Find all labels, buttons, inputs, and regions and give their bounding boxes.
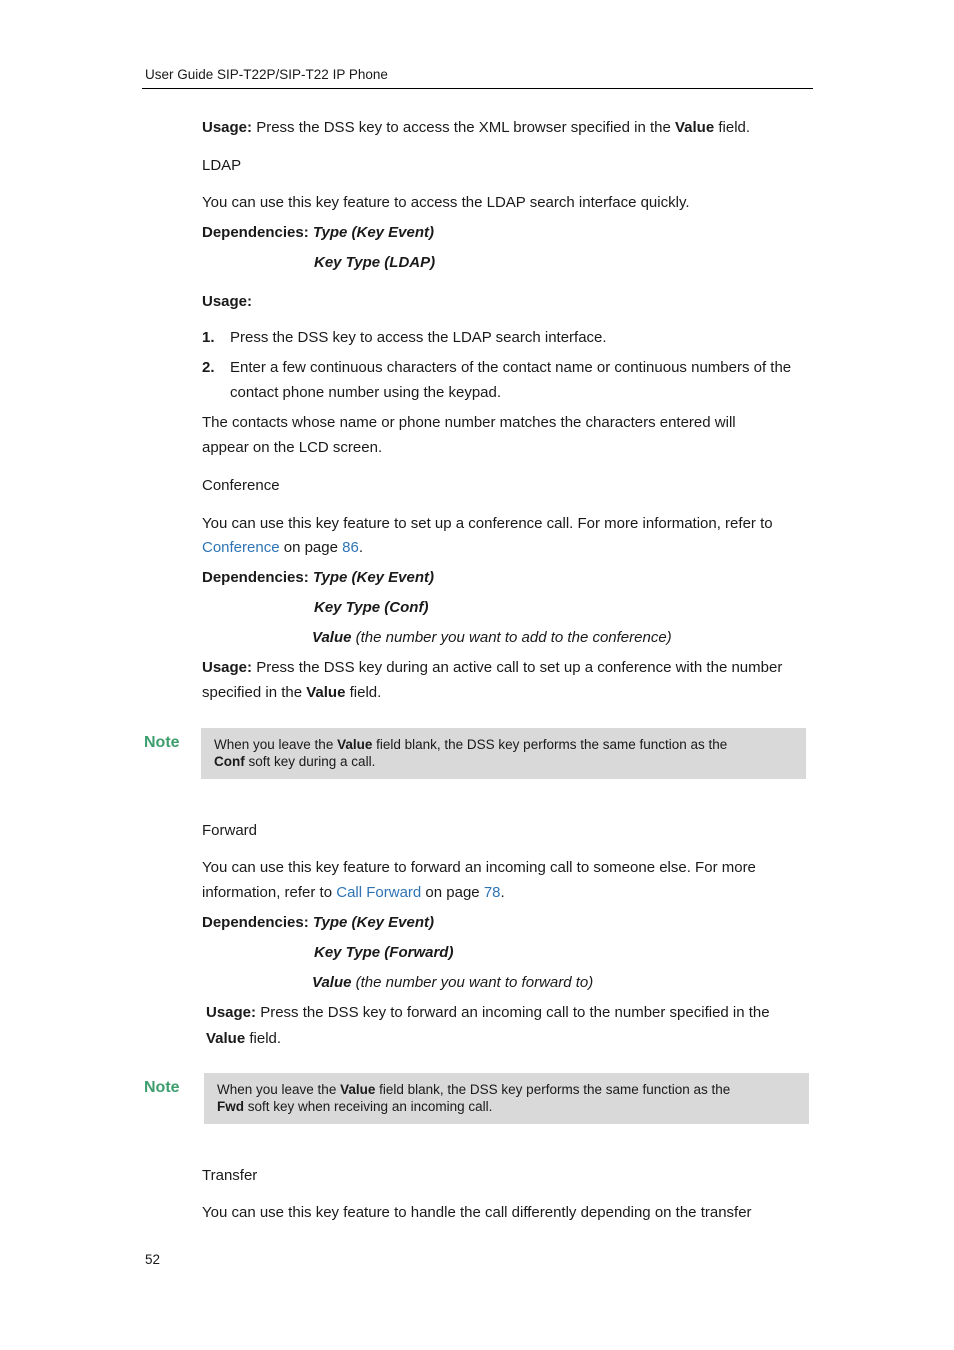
forward-dependency-keytype (314, 940, 453, 965)
dependencies-label: Dependencies: (202, 914, 309, 931)
page-number: 52 (145, 1252, 161, 1267)
usage-text-end: field. (345, 684, 382, 701)
usage-text: Press the DSS key during an active call to set up a conference with the number (252, 659, 783, 676)
usage-text-end: field. (245, 1030, 282, 1047)
usage-text-end: field. (714, 119, 751, 136)
note-text: soft key when receiving an incoming call. (244, 1099, 493, 1114)
note-line2 (214, 753, 794, 770)
ldap-step-1 (202, 325, 607, 350)
ldap-dependency-keytype (314, 250, 435, 275)
intro-end: . (358, 539, 363, 556)
intro-text: information, refer to (202, 884, 337, 901)
ldap-result-line2: appear on the LCD screen. (202, 439, 383, 456)
conference-dependency-keytype (314, 595, 428, 620)
forward-dependency-value (312, 970, 593, 995)
dependency-keytype-text: Key Type (Forward) (314, 944, 454, 961)
conference-link[interactable]: Conference (202, 539, 280, 556)
ldap-usage-label (202, 289, 252, 314)
dependencies-label: Dependencies: (202, 569, 309, 586)
value-term: Value (675, 119, 715, 136)
conference-usage-line2 (202, 680, 381, 705)
dependencies-label: Dependencies: (202, 224, 309, 241)
conference-dependency-value (312, 625, 672, 650)
forward-page-link[interactable]: 78 (483, 884, 501, 901)
transfer-heading: Transfer (202, 1167, 258, 1184)
note-line1 (217, 1081, 797, 1098)
value-term: Value (312, 629, 352, 646)
note-line2 (217, 1098, 797, 1115)
dependency-keytype-text: Key Type (Conf) (314, 599, 429, 616)
usage-text: Press the DSS key to access the XML browser specified in the (252, 119, 675, 136)
note-text: soft key during a call. (244, 754, 376, 769)
forward-intro-line2 (202, 880, 505, 905)
usage-label: Usage: (202, 119, 253, 136)
intro-text: on page (421, 884, 484, 901)
conference-heading: Conference (202, 477, 280, 494)
step-number: 1. (202, 329, 215, 346)
intro-end: . (500, 884, 505, 901)
forward-intro-line1: You can use this key feature to forward an incoming call to someone else. For more (202, 859, 756, 876)
note-text: When you leave the (214, 737, 338, 752)
page-header: User Guide SIP-T22P/SIP-T22 IP Phone (145, 67, 388, 82)
ldap-heading: LDAP (202, 157, 242, 174)
forward-usage-line1 (206, 1000, 770, 1025)
value-description: (the number you want to add to the conference) (351, 629, 672, 646)
conference-intro-line2 (202, 535, 363, 560)
forward-usage-line2 (206, 1026, 281, 1051)
conference-intro-line1: You can use this key feature to set up a conference call. For more information, refer to (202, 515, 773, 532)
value-term: Value (306, 684, 346, 701)
dependency-type: Type (Key Event) (312, 224, 435, 241)
xml-usage-paragraph (202, 115, 750, 140)
transfer-intro-line1: You can use this key feature to handle the call differently depending on the transfer (202, 1204, 752, 1221)
note-label: Note (144, 734, 180, 751)
ldap-step-2-cont: contact phone number using the keypad. (230, 384, 502, 401)
usage-label: Usage: (202, 659, 253, 676)
ldap-step-2 (202, 355, 791, 380)
forward-note-box (204, 1073, 809, 1124)
value-description: (the number you want to forward to) (351, 974, 594, 991)
forward-heading: Forward (202, 822, 258, 839)
note-text: field blank, the DSS key performs the same function as the (375, 1082, 731, 1097)
dependency-type: Type (Key Event) (312, 914, 435, 931)
usage-label: Usage: (206, 1004, 257, 1021)
value-term: Value (206, 1030, 246, 1047)
usage-text: specified in the (202, 684, 307, 701)
note-text: field blank, the DSS key performs the same function as the (372, 737, 728, 752)
usage-label: Usage: (202, 293, 253, 310)
note-text: When you leave the (217, 1082, 341, 1097)
conference-page-link[interactable]: 86 (342, 539, 359, 556)
step-number: 2. (202, 359, 215, 376)
forward-dependencies (202, 910, 434, 935)
header-rule (142, 88, 813, 89)
softkey-term: Fwd (217, 1099, 244, 1114)
conference-note-box (201, 728, 806, 779)
usage-text: Press the DSS key to forward an incoming call to the number specified in the (256, 1004, 770, 1021)
note-line1 (214, 736, 794, 753)
dependency-keytype-text: Key Type (LDAP) (314, 254, 436, 271)
ldap-result-line1: The contacts whose name or phone number matches the characters entered will (202, 414, 736, 431)
step-text: Press the DSS key to access the LDAP search interface. (230, 329, 607, 346)
softkey-term: Conf (214, 754, 245, 769)
step-text: Enter a few continuous characters of the contact name or continuous numbers of the (230, 359, 792, 376)
ldap-intro: You can use this key feature to access the LDAP search interface quickly. (202, 194, 690, 211)
note-label: Note (144, 1079, 180, 1096)
value-term: Value (312, 974, 352, 991)
ldap-dependencies (202, 220, 434, 245)
value-term: Value (340, 1082, 376, 1097)
call-forward-link[interactable]: Call Forward (336, 884, 422, 901)
conference-dependencies (202, 565, 434, 590)
value-term: Value (337, 737, 373, 752)
conference-usage-line1 (202, 655, 782, 680)
dependency-type: Type (Key Event) (312, 569, 435, 586)
intro-text: on page (279, 539, 343, 556)
